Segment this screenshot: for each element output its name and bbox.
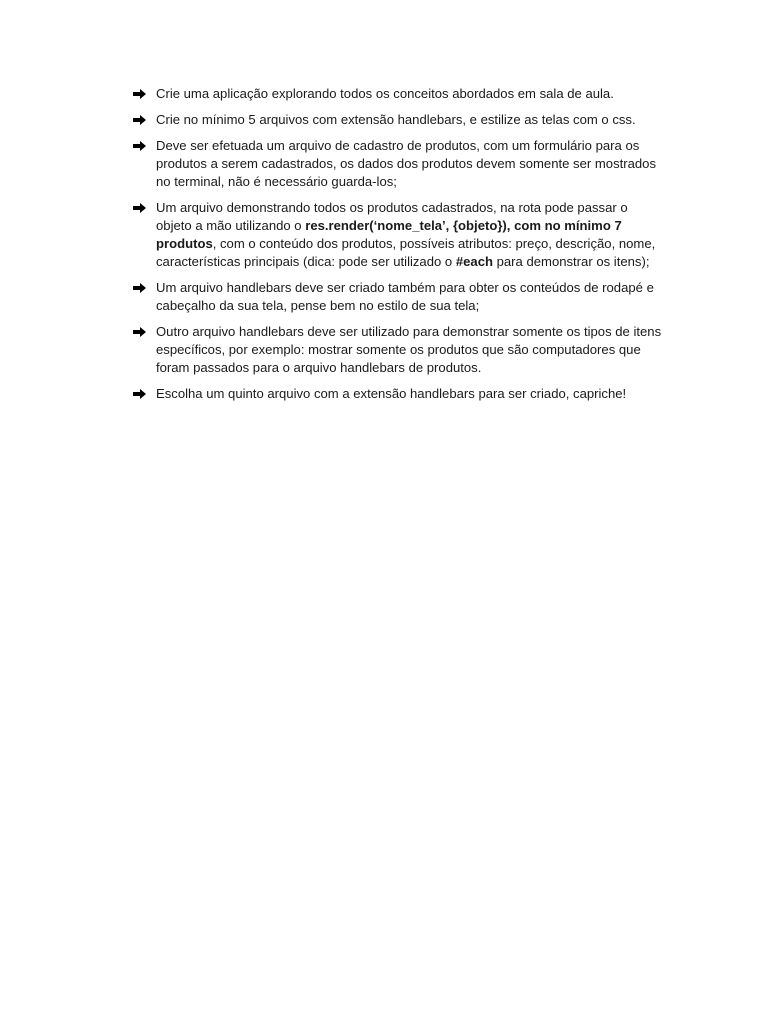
requirements-list (132, 85, 662, 411)
arrow-right-icon (133, 389, 146, 399)
list-item-text: Crie no mínimo 5 arquivos com extensão handlebars, e estilize as telas com o css. (156, 112, 636, 127)
list-item (132, 385, 662, 403)
list-item (132, 137, 662, 191)
list-item (132, 85, 662, 103)
list-item (132, 279, 662, 315)
list-item-text: Escolha um quinto arquivo com a extensão handlebars para ser criado, capriche! (156, 386, 627, 401)
list-item-text: Crie uma aplicação explorando todos os conceitos abordados em sala de aula. (156, 86, 614, 101)
arrow-right-icon (133, 283, 146, 293)
arrow-right-icon (133, 141, 146, 151)
arrow-right-icon (133, 203, 146, 213)
arrow-right-icon (133, 327, 146, 337)
arrow-right-icon (133, 115, 146, 125)
list-item-text: Deve ser efetuada um arquivo de cadastro de produtos, com um formulário para os produtos a serem cadastrados, os dados dos produtos devem somente ser mostrados no terminal, não é necessário guarda-los; (156, 138, 657, 189)
arrow-right-icon (133, 89, 146, 99)
list-item (132, 323, 662, 377)
list-item-text: Um arquivo handlebars deve ser criado também para obter os conteúdos de rodapé e cabeçalho da sua tela, pense bem no estilo de sua tela; (156, 280, 654, 313)
list-item-text: Um arquivo demonstrando todos os produtos cadastrados, na rota pode passar o objeto a mão utilizando o res.render(‘nome_tela’, {objeto}), com no mínimo 7 produtos, com o conteúdo dos produtos, possíveis atributos: preço, descrição, nome, características principais (dica: pode ser utilizado o #each para demonstrar os itens); (156, 200, 656, 269)
list-item-text: Outro arquivo handlebars deve ser utilizado para demonstrar somente os tipos de itens específicos, por exemplo: mostrar somente os produtos que são computadores que foram passados para o arquivo handlebars de produtos. (156, 324, 662, 375)
list-item (132, 111, 662, 129)
list-item (132, 199, 662, 271)
